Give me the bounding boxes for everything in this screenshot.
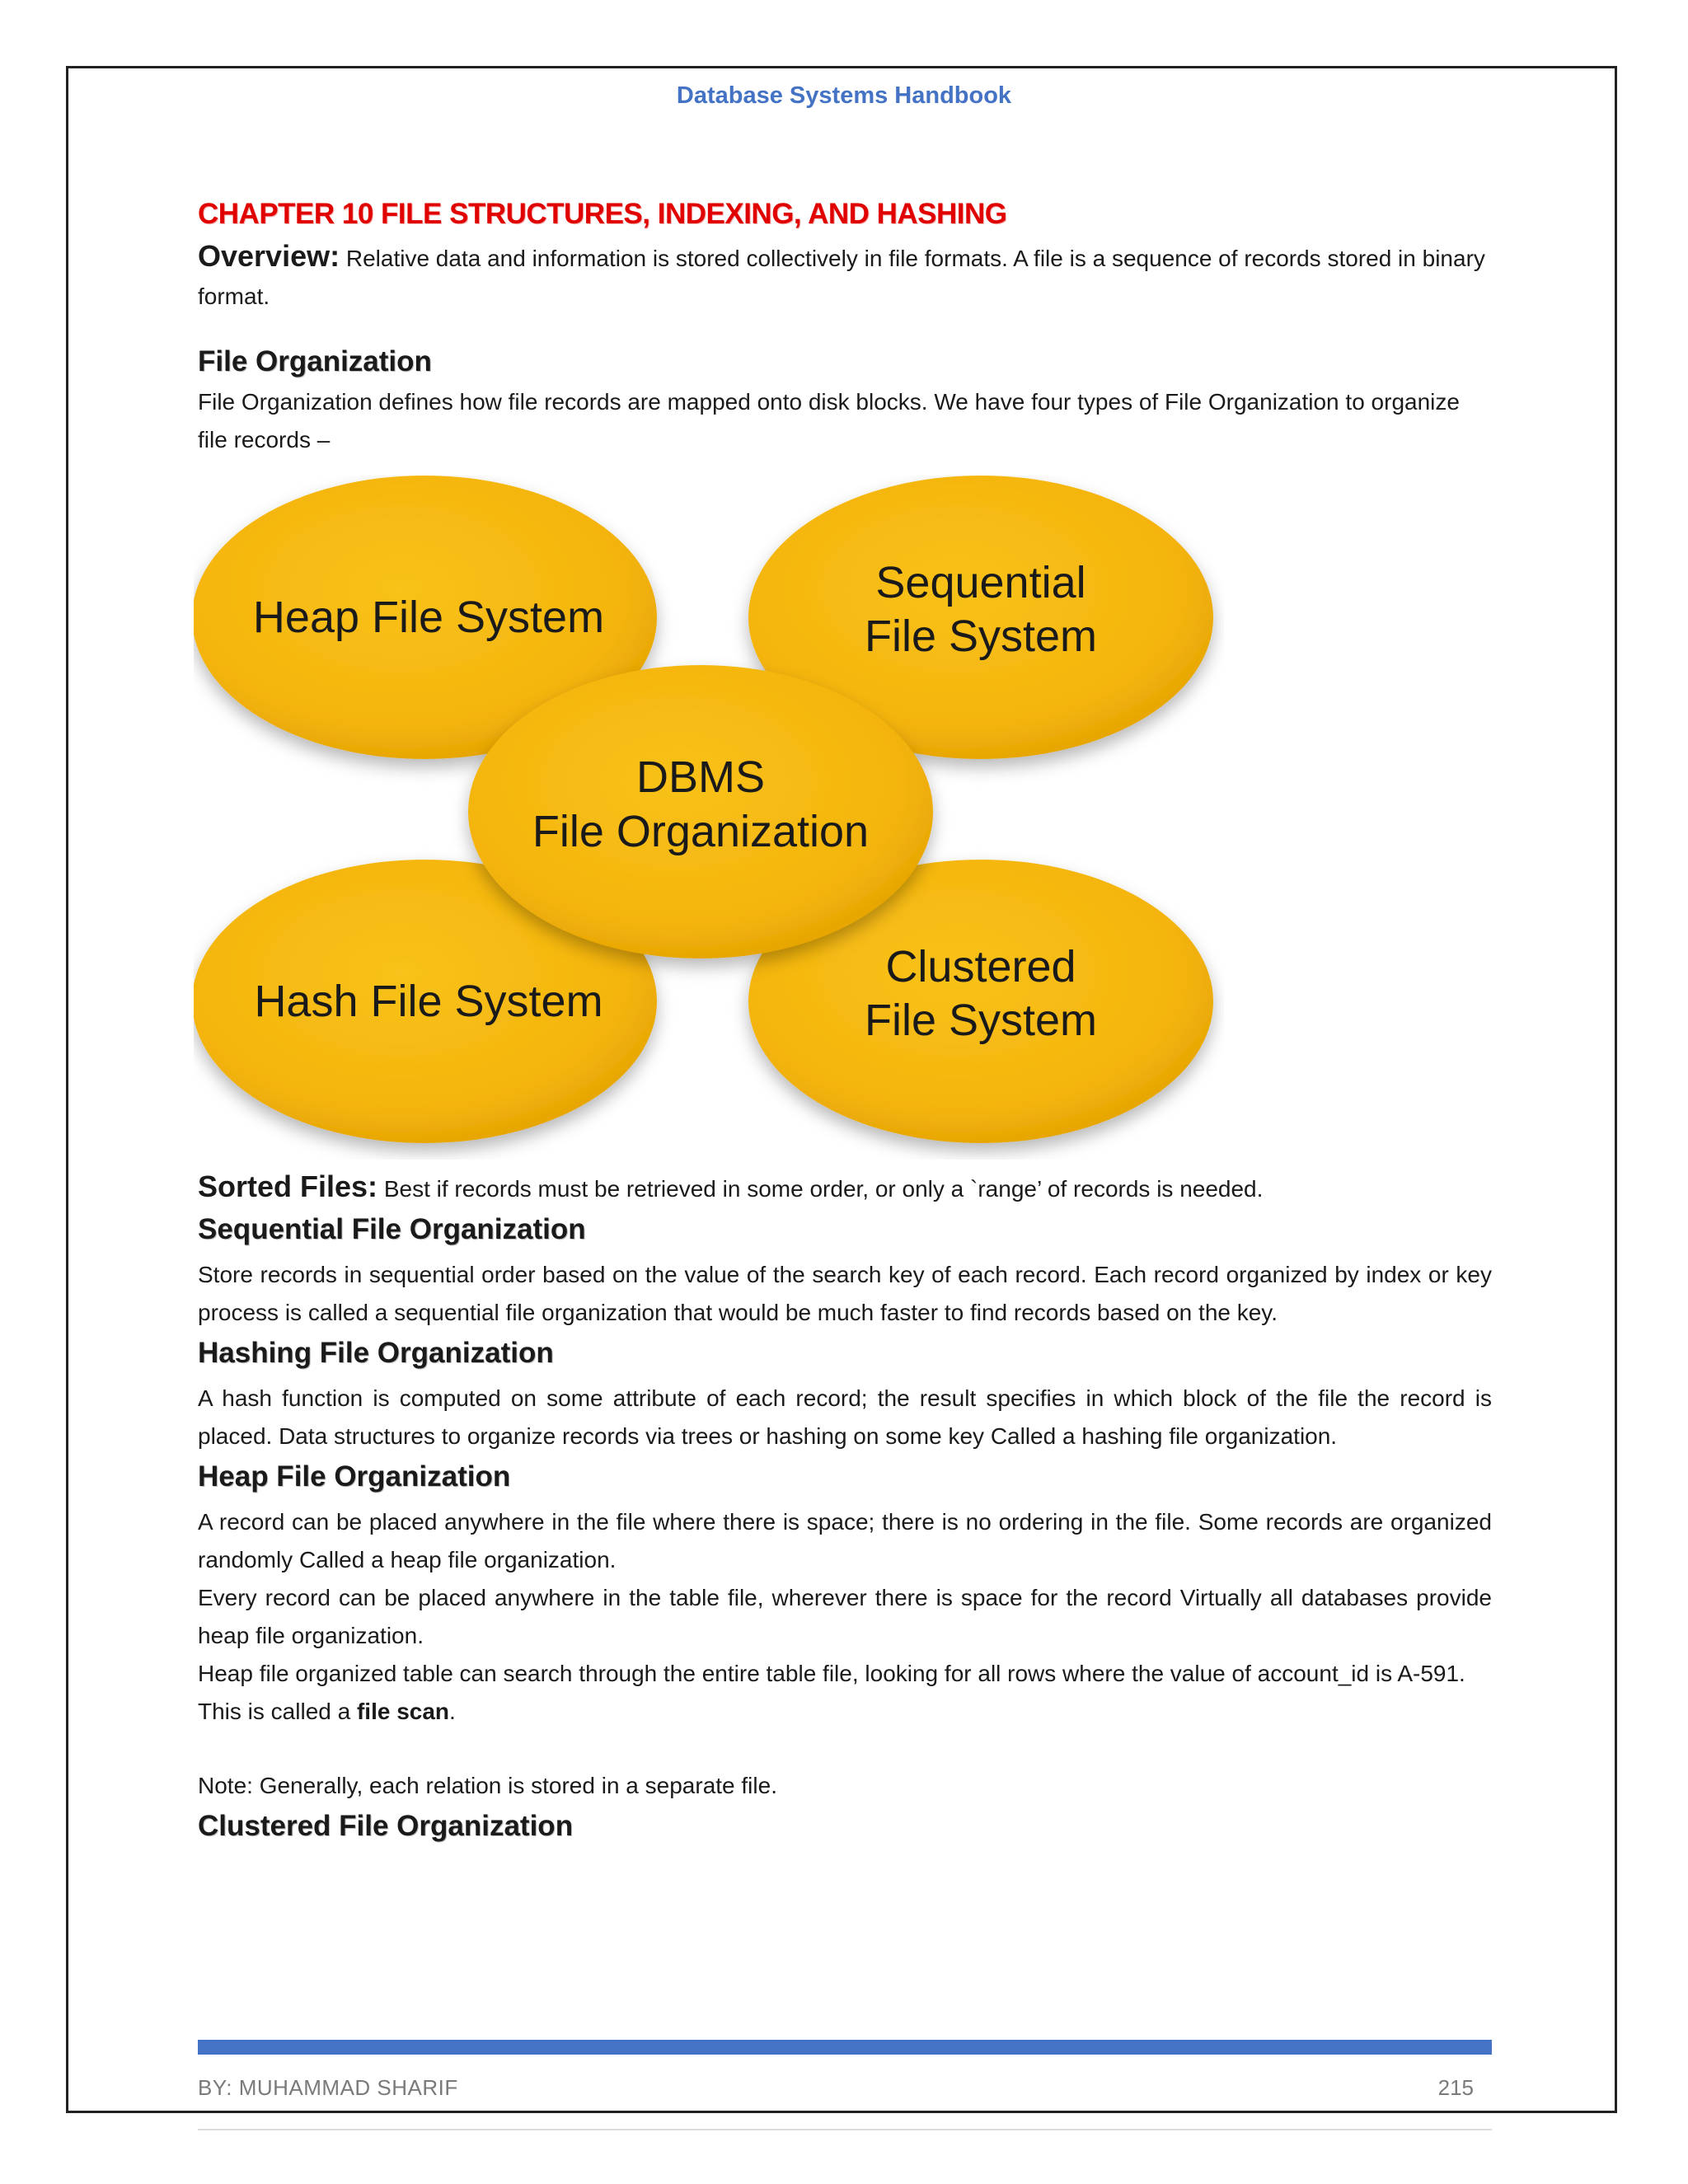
heap-para-3: [198, 1655, 1492, 1731]
overview-label: Overview:: [198, 239, 340, 273]
file-organization-heading: File Organization: [198, 345, 432, 377]
hash-file-system-label: Hash File System: [254, 977, 603, 1026]
dbms-label-line1: DBMS: [635, 752, 766, 802]
clustered-label-line1: Clustered: [885, 942, 1076, 991]
bottom-rule: [198, 2129, 1492, 2130]
sequential-text: Store records in sequential order based on the value of the search key of each record. Each record organized by index or key process is called a sequential file organization that would be much faster to find records based on the key.: [198, 1262, 1492, 1325]
clustered-label-line2: File System: [864, 996, 1098, 1045]
heap-para-3-text: Heap file organized table can search through the entire table file, looking for all rows where the value of account_id is A-591. This is called a: [198, 1661, 1465, 1724]
page-content: [198, 198, 1492, 1848]
sequential-label-line1: Sequential: [875, 558, 1086, 607]
file-organization-diagram: [194, 476, 1224, 1160]
footer-author: BY: MUHAMMAD SHARIF: [198, 2075, 458, 2100]
heap-para-1: A record can be placed anywhere in the file where there is space; there is no ordering in the file. Some records are organized randomly Called a heap file organization.: [198, 1509, 1492, 1572]
chapter-title: CHAPTER 10 FILE STRUCTURES, INDEXING, AND HASHING: [198, 198, 1007, 230]
diagram-svg: [194, 476, 1224, 1160]
heap-file-system-label: Heap File System: [252, 593, 605, 642]
hashing-text: A hash function is computed on some attribute of each record; the result specifies in which block of the file the record is placed. Data structures to organize records via trees or hashing on some key Called a hashing file organization.: [198, 1385, 1492, 1449]
heap-heading: Heap File Organization: [198, 1460, 511, 1493]
dbms-label-line2: File Organization: [532, 807, 870, 856]
hashing-heading: Hashing File Organization: [198, 1337, 554, 1369]
overview-text: Relative data and information is stored collectively in file formats. A file is a sequence of records stored in binary format.: [198, 246, 1485, 309]
file-organization-text: File Organization defines how file records are mapped onto disk blocks. We have four types of File Organization to organize file records –: [198, 389, 1460, 452]
sequential-heading: Sequential File Organization: [198, 1213, 586, 1245]
footer-page-number: 215: [1437, 2075, 1474, 2100]
sorted-files-paragraph: [198, 1168, 1492, 1208]
sequential-label-line2: File System: [864, 612, 1098, 661]
running-header: Database Systems Handbook: [676, 82, 1012, 109]
footer-bar: [198, 2040, 1492, 2055]
heap-para-2: Every record can be placed anywhere in the table file, wherever there is space for the record Virtually all databases provide heap file organization.: [198, 1585, 1492, 1648]
sorted-files-label: Sorted Files:: [198, 1169, 378, 1203]
sorted-files-text: Best if records must be retrieved in some order, or only a `range’ of records is needed.: [377, 1176, 1264, 1202]
clustered-heading: Clustered File Organization: [198, 1810, 574, 1842]
overview-paragraph: [198, 237, 1492, 316]
file-scan-term: file scan: [356, 1699, 450, 1724]
heap-para-3-end: .: [449, 1699, 456, 1724]
note-text: Note: Generally, each relation is stored in a separate file.: [198, 1773, 777, 1798]
